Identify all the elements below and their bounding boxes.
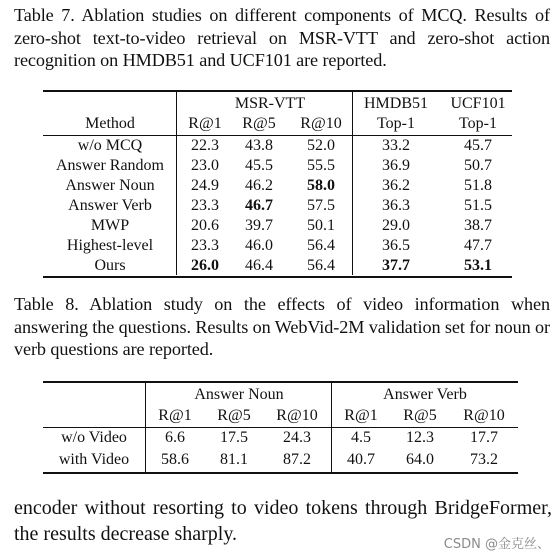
table8-cell: 40.7 <box>347 451 375 468</box>
table8-cell: 4.5 <box>351 429 371 446</box>
table7-cell: 55.5 <box>307 157 335 174</box>
table8-cell: 73.2 <box>470 451 498 468</box>
table8-col: R@5 <box>403 407 437 424</box>
table7-caption: Table 7. Ablation studies on different components of MCQ. Results of zero-shot text-to-video retrieval on MSR-VTT and zero-shot action recognition on HMDB51 and UCF101 are reported. <box>14 5 550 70</box>
table8-cell: 12.3 <box>406 429 434 446</box>
table7-method: Ours <box>94 257 126 274</box>
table8-method: w/o Video <box>61 429 127 446</box>
table7-cell-best: 46.7 <box>245 197 273 214</box>
table8-group-noun: Answer Noun <box>194 386 284 403</box>
table7-cell-best: 26.0 <box>191 257 219 274</box>
table7-cell: 24.9 <box>191 177 219 194</box>
table7-bottom-rule <box>43 276 512 278</box>
table7-cell: 46.4 <box>245 257 273 274</box>
table7-cell: 56.4 <box>307 257 335 274</box>
table7-cell: 46.0 <box>245 237 273 254</box>
table7-top-rule <box>43 90 512 92</box>
table8-top-rule <box>43 381 518 383</box>
table7-method: Answer Verb <box>68 197 152 214</box>
table7-cell: 46.2 <box>245 177 273 194</box>
table8-cell: 64.0 <box>406 451 434 468</box>
table7-cell: 50.1 <box>307 217 335 234</box>
table8-method: with Video <box>58 451 130 468</box>
table7-cell: 36.2 <box>382 177 410 194</box>
table8-cell: 87.2 <box>283 451 311 468</box>
table7-cell-best: 58.0 <box>307 177 335 194</box>
table7-col-r10: R@10 <box>300 115 342 132</box>
table8-cell: 58.6 <box>161 451 189 468</box>
table7-col-r1: R@1 <box>188 115 222 132</box>
table7-cell: 39.7 <box>245 217 273 234</box>
table7-cell: 52.0 <box>307 137 335 154</box>
table7-group-ucf101: UCF101 <box>450 95 506 112</box>
table8-cell: 81.1 <box>220 451 248 468</box>
csdn-watermark: CSDN @金克丝、 <box>443 537 550 552</box>
table7-cell-best: 37.7 <box>382 257 410 274</box>
table8-col: R@1 <box>158 407 192 424</box>
table7-method: MWP <box>90 217 130 234</box>
table8-bottom-rule <box>43 472 518 474</box>
table8-cell: 24.3 <box>283 429 311 446</box>
table7-cell: 36.9 <box>382 157 410 174</box>
table7-group-msrvtt: MSR-VTT <box>234 95 306 112</box>
table7-cell: 22.3 <box>191 137 219 154</box>
table7-cell: 38.7 <box>464 217 492 234</box>
table7-cell-best: 53.1 <box>464 257 492 274</box>
table7-cell: 23.0 <box>191 157 219 174</box>
table7-method: Answer Random <box>56 157 164 174</box>
table8-cell: 17.5 <box>220 429 248 446</box>
table7-cell: 43.8 <box>245 137 273 154</box>
table7-cell: 56.4 <box>307 237 335 254</box>
table8-cell: 17.7 <box>470 429 498 446</box>
table8-col: R@10 <box>463 407 505 424</box>
table7-col-method: Method <box>85 115 135 132</box>
table7-cell: 20.6 <box>191 217 219 234</box>
table8-group-verb: Answer Verb <box>383 386 467 403</box>
table7-cell: 51.8 <box>464 177 492 194</box>
table7-col-ucf-top1: Top-1 <box>459 115 497 132</box>
table7-cell: 47.7 <box>464 237 492 254</box>
table7-cell: 51.5 <box>464 197 492 214</box>
table7-divider-method <box>176 92 177 275</box>
table7-method: Highest-level <box>66 237 154 254</box>
body-paragraph: encoder without resorting to video tokens through BridgeFormer, the results decrease sharply. <box>14 497 552 545</box>
table8-caption: Table 8. Ablation study on the effects of video information when answering the questions. Results on WebVid-2M validation set for noun or verb questions are reported. <box>14 294 550 359</box>
table7-cell: 45.7 <box>464 137 492 154</box>
table7-divider-recognition <box>352 92 353 275</box>
table8-cell: 6.6 <box>165 429 185 446</box>
table7-method: Answer Noun <box>65 177 155 194</box>
table8-col: R@1 <box>344 407 378 424</box>
table8-col: R@10 <box>276 407 318 424</box>
table8-col: R@5 <box>217 407 251 424</box>
table7-cell: 23.3 <box>191 237 219 254</box>
table7-col-r5: R@5 <box>242 115 276 132</box>
table7-cell: 29.0 <box>382 217 410 234</box>
table7-cell: 33.2 <box>382 137 410 154</box>
table7-cell: 23.3 <box>191 197 219 214</box>
table7-cell: 45.5 <box>245 157 273 174</box>
table7-cell: 36.3 <box>382 197 410 214</box>
table7-group-hmdb51: HMDB51 <box>363 95 428 112</box>
table7-cell: 57.5 <box>307 197 335 214</box>
table7-col-hmdb-top1: Top-1 <box>377 115 415 132</box>
table7-cell: 36.5 <box>382 237 410 254</box>
table7-cell: 50.7 <box>464 157 492 174</box>
table7-method: w/o MCQ <box>77 137 143 154</box>
